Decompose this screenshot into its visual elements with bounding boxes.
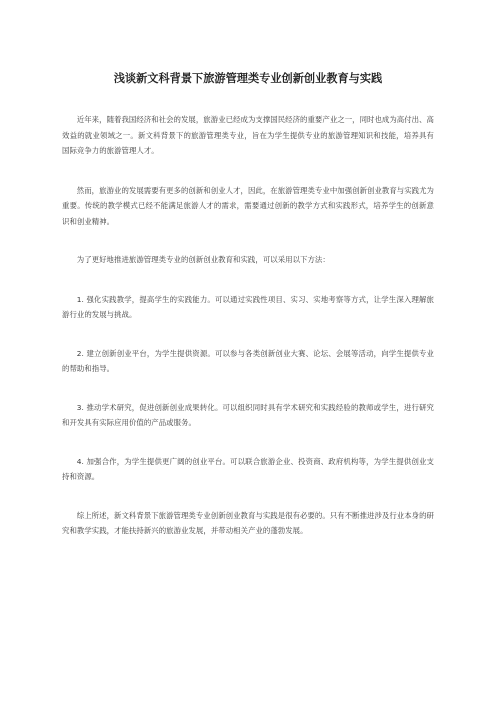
paragraph-intro: 近年来，随着我国经济和社会的发展，旅游业已经成为支撑国民经济的重要产业之一，同时也成为高付出、高效益的就业领域之一。新文科背景下的旅游管理类专业，旨在为学生提供专业的旅游管理知识和技能，培养具有国际竞争力的旅游管理人才。 [62,115,434,155]
paragraph-conclusion: 综上所述，新文科背景下旅游管理类专业创新创业教育与实践是很有必要的。只有不断推进涉及行业本身的研究和教学实践，才能扶持新兴的旅游业发展，并带动相关产业的蓬勃发展。 [62,510,434,535]
paragraph-methods-intro: 为了更好地推进旅游管理类专业的创新创业教育和实践，可以采用以下方法： [76,255,330,264]
paragraph-method-3: 3. 推动学术研究，促进创新创业成果转化。可以组织同时具有学术研究和实践经验的教师或学生，进行研究和开发具有实际应用价值的产品或服务。 [62,402,434,427]
paragraph-method-4: 4. 加强合作，为学生提供更广阔的创业平台。可以联合旅游企业、投资商、政府机构等，为学生提供创业支持和资源。 [62,456,434,481]
paragraph-need: 然而，旅游业的发展需要有更多的创新和创业人才，因此，在旅游管理类专业中加强创新创业教育与实践尤为重要。传统的教学模式已经不能满足旅游人才的需求，需要通过创新的教学方式和实践形式，培养学生的创新意识和创业精神。 [62,185,434,226]
paragraph-method-1: 1. 强化实践教学，提高学生的实践能力。可以通过实践性项目、实习、实地考察等方式，让学生深入理解旅游行业的发展与挑战。 [62,294,434,319]
document-title: 浅谈新文科背景下旅游管理类专业创新创业教育与实践 [113,72,383,85]
paragraph-method-2: 2. 建立创新创业平台，为学生提供资源。可以参与各类创新创业大赛、论坛、会展等活动，向学生提供专业的帮助和指导。 [62,348,434,373]
